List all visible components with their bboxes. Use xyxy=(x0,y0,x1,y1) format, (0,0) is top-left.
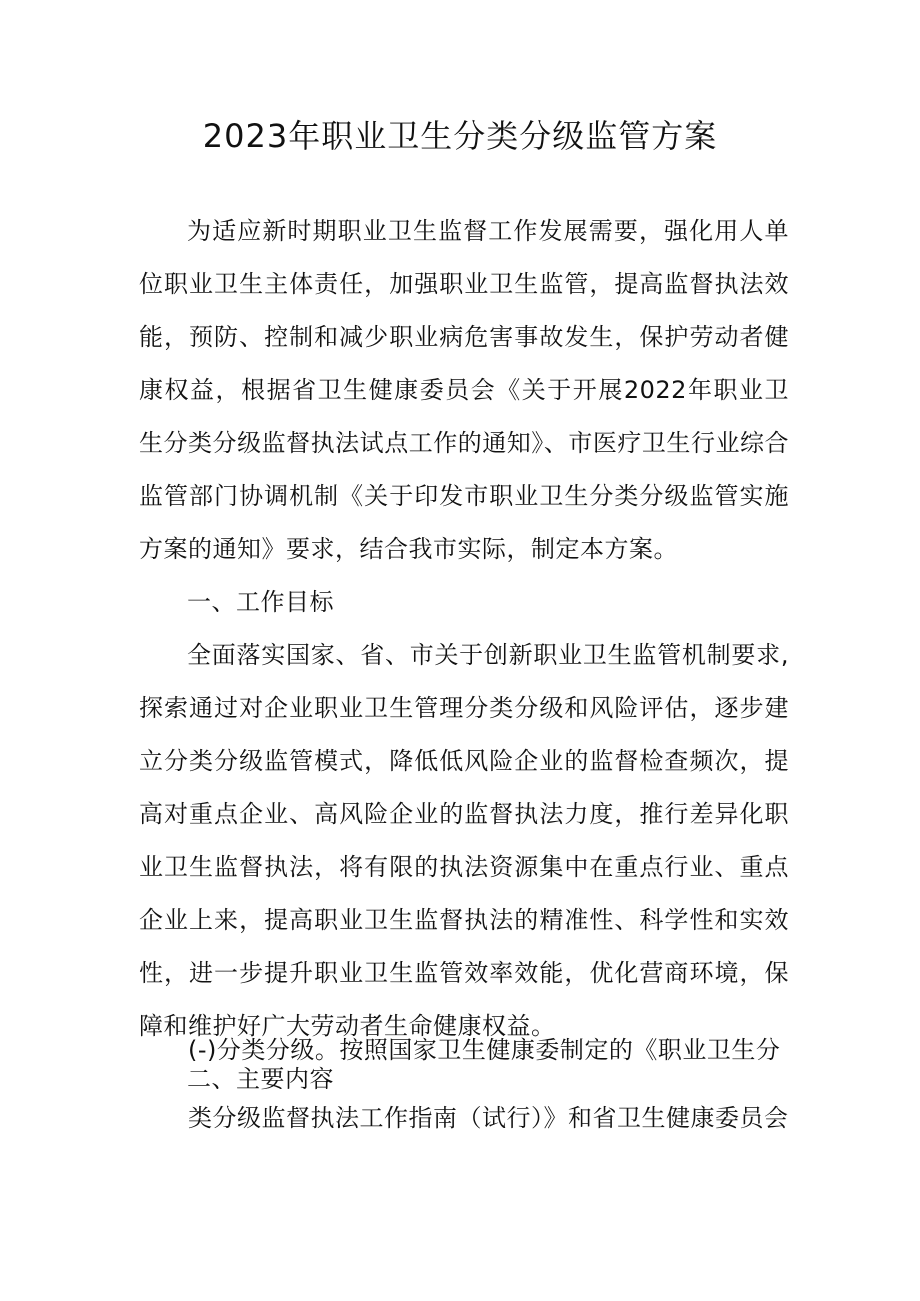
section-heading-content: 二、主要内容 xyxy=(187,1065,334,1093)
goals-paragraph: 全面落实国家、省、市关于创新职业卫生监管机制要求,探索通过对企业职业卫生管理分类分级和风险评估，逐步建立分类分级监管模式，降低低风险企业的监督检查频次，提高对重点企业、高风险企业的监督执法力度，推行差异化职业卫生监督执法，将有限的执法资源集中在重点行业、重点企业上来，提高职业卫生监督执法的精准性、科学性和实效性，进一步提升职业卫生监管效率效能，优化营商环境，保障和维护好广大劳动者生命健康权益。 xyxy=(139,641,789,1040)
intro-paragraph: 为适应新时期职业卫生监督工作发展需要，强化用人单位职业卫生主体责任，加强职业卫生监管，提高监督执法效能，预防、控制和减少职业病危害事故发生，保护劳动者健康权益，根据省卫生健康委员会《关于开展2022年职业卫生分类分级监督执法试点工作的通知》、市医疗卫生行业综合监管部门协调机制《关于印发市职业卫生分类分级监管实施方案的通知》要求，结合我市实际，制定本方案。 xyxy=(139,217,789,563)
document-title: 2023年职业卫生分类分级监管方案 xyxy=(202,117,718,155)
document-body xyxy=(139,205,789,1106)
section-heading-goals: 一、工作目标 xyxy=(187,588,334,616)
content-item-classification: (-)分类分级。按照国家卫生健康委制定的《职业卫生分 xyxy=(188,1036,781,1064)
content-item-continued: 类分级监督执法工作指南（试行）》和省卫生健康委员会 xyxy=(188,1104,789,1132)
